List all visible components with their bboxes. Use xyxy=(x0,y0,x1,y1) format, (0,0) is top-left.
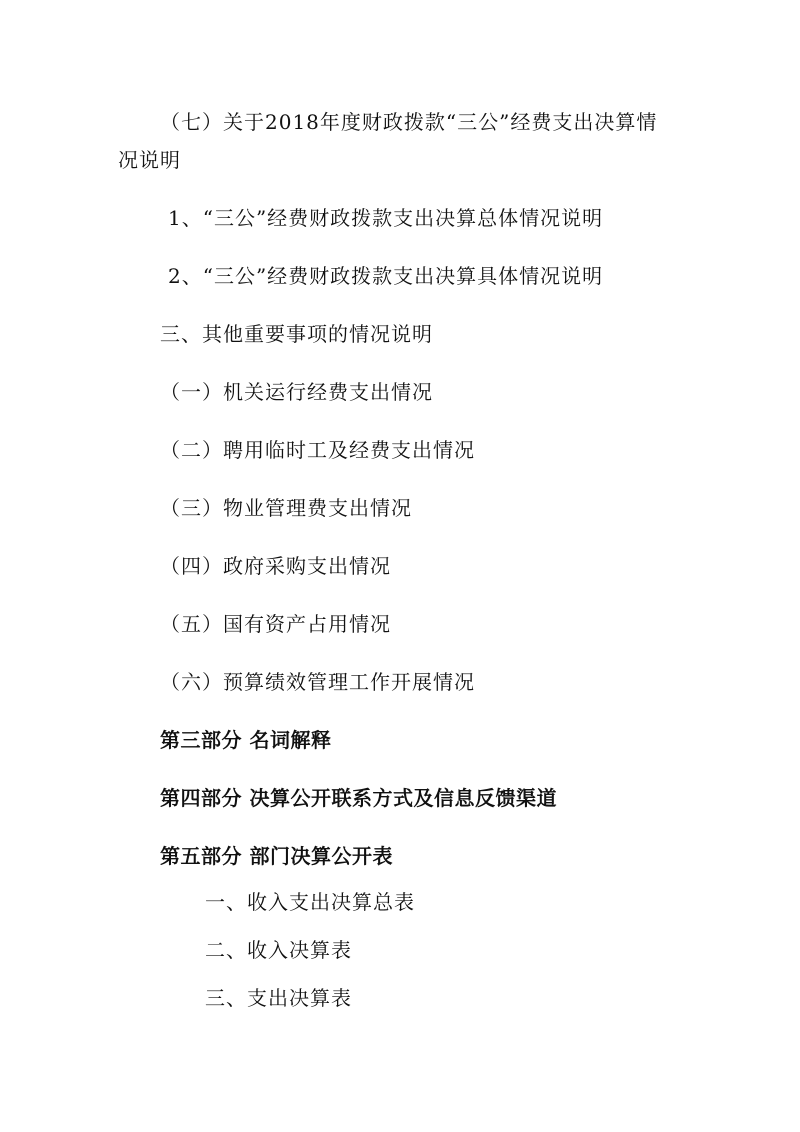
part-heading-4: 第四部分 决算公开联系方式及信息反馈渠道 xyxy=(160,786,557,810)
section-7-title-line2: 况说明 xyxy=(118,148,181,172)
part-heading-5: 第五部分 部门决算公开表 xyxy=(160,844,393,868)
item-1: （一）机关运行经费支出情况 xyxy=(160,380,433,404)
section-7-title-line1: （七）关于2018年度财政拨款“三公”经费支出决算情 xyxy=(160,110,658,134)
table-item-1: 一、收入支出决算总表 xyxy=(205,890,415,914)
part-3-heading: 三、其他重要事项的情况说明 xyxy=(160,322,433,346)
item-3: （三）物业管理费支出情况 xyxy=(160,496,412,520)
table-item-3: 三、支出决算表 xyxy=(205,986,352,1010)
subsection-1: 1、“三公”经费财政拨款支出决算总体情况说明 xyxy=(168,206,604,230)
item-6: （六）预算绩效管理工作开展情况 xyxy=(160,670,475,694)
subsection-2: 2、“三公”经费财政拨款支出决算具体情况说明 xyxy=(168,264,604,288)
table-item-2: 二、收入决算表 xyxy=(205,938,352,962)
item-5: （五）国有资产占用情况 xyxy=(160,612,391,636)
item-4: （四）政府采购支出情况 xyxy=(160,554,391,578)
part-heading-3: 第三部分 名词解释 xyxy=(160,728,332,752)
item-2: （二）聘用临时工及经费支出情况 xyxy=(160,438,475,462)
